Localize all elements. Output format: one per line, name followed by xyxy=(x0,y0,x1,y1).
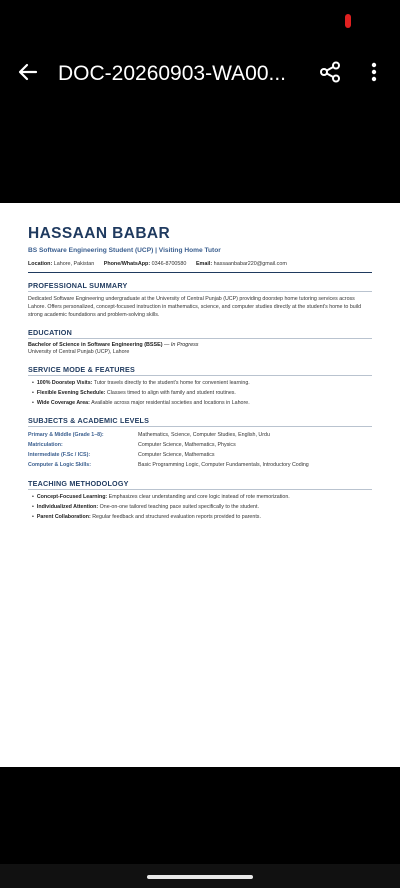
list-item xyxy=(32,512,372,522)
methodology-item-text: One-on-one tailored teaching pace suited specifically to the student. xyxy=(98,504,259,511)
section-divider xyxy=(28,426,372,427)
methodology-item-label: Concept-Focused Learning: xyxy=(36,494,108,501)
resume-subtitle: BS Software Engineering Student (UCP) | Visiting Home Tutor xyxy=(28,247,221,254)
subject-list: Computer Science, Mathematics xyxy=(138,452,215,459)
home-gesture-handle[interactable] xyxy=(147,875,253,879)
service-item-label: Wide Coverage Area: xyxy=(36,400,90,407)
education-heading: EDUCATION xyxy=(28,327,72,337)
location-value: Lahore, Pakistan xyxy=(53,261,95,267)
phone-label: Phone/WhatsApp: xyxy=(103,261,151,267)
email-label: Email: xyxy=(195,261,213,267)
table-row xyxy=(28,430,372,440)
service-item-label: 100% Doorstep Visits: xyxy=(36,380,93,387)
section-divider xyxy=(28,375,372,376)
service-item-text: Available across major residential societies and locations in Lahore. xyxy=(89,400,250,407)
methodology-item-text: Regular feedback and structured evaluation reports provided to parents. xyxy=(90,514,261,521)
header-divider xyxy=(28,272,372,273)
subject-level: Intermediate (F.Sc / ICS): xyxy=(28,452,91,459)
subject-list: Basic Programming Logic, Computer Fundamentals, Introductory Coding xyxy=(138,462,309,469)
list-item xyxy=(32,502,372,512)
table-row xyxy=(28,460,372,470)
list-item xyxy=(32,378,372,388)
list-item xyxy=(32,398,372,408)
recording-indicator xyxy=(345,14,351,28)
phone-value: 0346-8700580 xyxy=(151,261,187,267)
more-options-button[interactable] xyxy=(362,60,386,88)
section-divider xyxy=(28,489,372,490)
subject-level: Computer & Logic Skills: xyxy=(28,462,91,469)
resume-content xyxy=(28,225,372,522)
methodology-list xyxy=(28,492,372,522)
share-button[interactable] xyxy=(316,60,344,88)
app-bar xyxy=(0,52,400,96)
share-icon xyxy=(319,61,341,88)
subject-list: Mathematics, Science, Computer Studies, English, Urdu xyxy=(138,431,270,438)
list-item xyxy=(32,492,372,502)
section-divider xyxy=(28,338,372,339)
methodology-heading: TEACHING METHODOLOGY xyxy=(28,478,129,488)
education-separator: — xyxy=(162,342,171,349)
service-item-text: Tutor travels directly to the student's home for convenient learning. xyxy=(92,380,250,387)
subjects-table xyxy=(28,430,372,471)
document-title: DOC-20260903-WA00... xyxy=(58,62,286,85)
education-school: University of Central Punjab (UCP), Lahore xyxy=(28,349,130,356)
resume-name: HASSAAN BABAR xyxy=(28,225,171,242)
table-row xyxy=(28,450,372,460)
arrow-left-icon xyxy=(18,62,38,87)
subjects-heading: SUBJECTS & ACADEMIC LEVELS xyxy=(28,416,150,426)
list-item xyxy=(32,388,372,398)
contact-line xyxy=(28,260,372,268)
methodology-item-text: Emphasizes clear understanding and core logic instead of rote memorization. xyxy=(107,494,290,501)
more-vert-icon xyxy=(371,62,377,87)
service-item-text: Classes timed to align with family and student routines. xyxy=(105,390,236,397)
service-list xyxy=(28,378,372,408)
section-divider xyxy=(28,291,372,292)
methodology-item-label: Parent Collaboration: xyxy=(36,514,91,521)
subject-level: Primary & Middle (Grade 1–8): xyxy=(28,431,104,438)
summary-heading: PROFESSIONAL SUMMARY xyxy=(28,281,128,291)
subject-list: Computer Science, Mathematics, Physics xyxy=(138,441,236,448)
table-row xyxy=(28,440,372,450)
location-label: Location: xyxy=(28,261,53,267)
summary-text: Dedicated Software Engineering undergraduate at the University of Central Punjab (UCP) providing doorstep home tutoring services across Lahore. Offers personalized, concept-focused instruction in mathematics, science, and computer studies directly at the student's home to build strong academic foundations and problem-solving skills. xyxy=(28,295,362,319)
service-item-label: Flexible Evening Schedule: xyxy=(36,390,106,397)
education-status: In Progress xyxy=(170,342,199,349)
education-degree: Bachelor of Science in Software Engineering (BSSE) xyxy=(28,342,163,349)
document-page[interactable] xyxy=(0,203,400,767)
methodology-item-label: Individualized Attention: xyxy=(36,504,99,511)
education-degree-line xyxy=(28,341,372,349)
email-value: hassaanbabar220@gmail.com xyxy=(213,261,287,267)
back-button[interactable] xyxy=(14,60,42,88)
subject-level: Matriculation: xyxy=(28,441,63,448)
service-heading: SERVICE MODE & FEATURES xyxy=(28,364,135,374)
